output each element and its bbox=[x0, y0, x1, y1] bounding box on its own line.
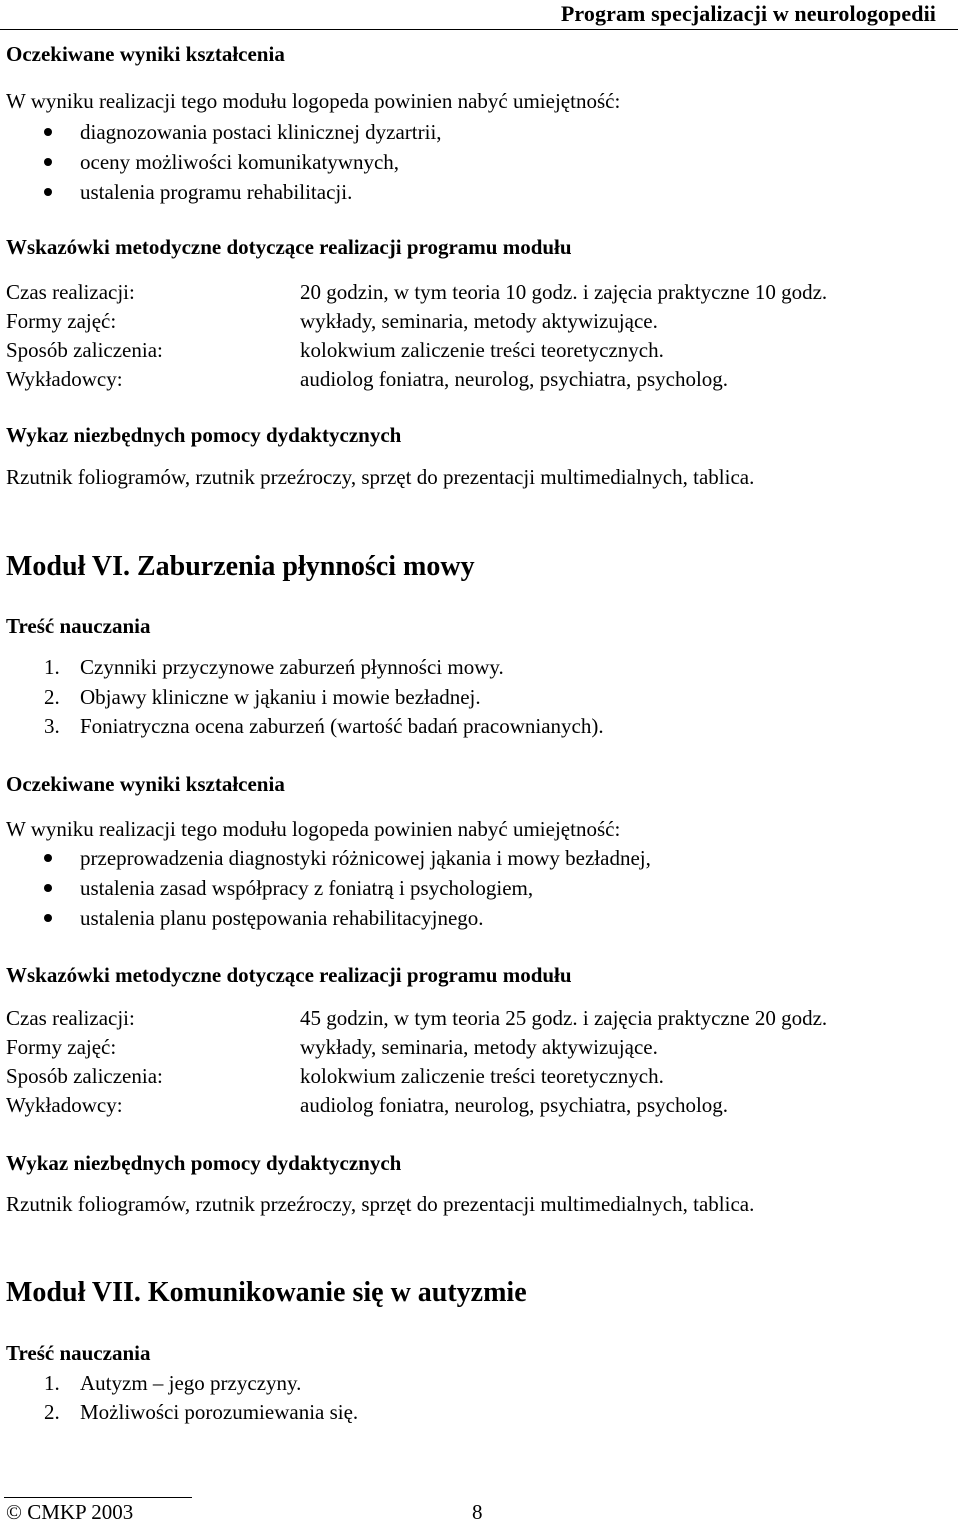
guideline-value: kolokwium zaliczenie treści teoretycznych. bbox=[300, 338, 664, 362]
bullet-icon bbox=[41, 875, 55, 889]
content-number: 3. bbox=[44, 714, 60, 738]
content-number: 2. bbox=[44, 685, 60, 709]
content-heading: Treść nauczania bbox=[6, 1341, 151, 1365]
aids-heading: Wykaz niezbędnych pomocy dydaktycznych bbox=[6, 1151, 402, 1175]
page-header bbox=[0, 0, 958, 30]
content-number: 2. bbox=[44, 1400, 60, 1424]
header-title: Program specjalizacji w neurologopedii bbox=[560, 1, 936, 26]
bullet-icon bbox=[41, 845, 55, 859]
guideline-value: wykłady, seminaria, metody aktywizujące. bbox=[300, 1035, 658, 1059]
outcome-item: oceny możliwości komunikatywnych, bbox=[80, 150, 400, 174]
content-item: Autyzm – jego przyczyny. bbox=[80, 1371, 302, 1395]
outcome-item: diagnozowania postaci klinicznej dyzartrii, bbox=[80, 120, 442, 144]
guideline-label: Wykładowcy: bbox=[6, 367, 123, 391]
bullet-icon bbox=[41, 179, 55, 193]
guideline-label: Wykładowcy: bbox=[6, 1093, 123, 1117]
footer-divider bbox=[4, 1497, 192, 1498]
guideline-value: audiolog foniatra, neurolog, psychiatra, psycholog. bbox=[300, 1093, 729, 1117]
guideline-label: Czas realizacji: bbox=[6, 1006, 135, 1030]
guideline-label: Sposób zaliczenia: bbox=[6, 1064, 163, 1088]
bullet-icon bbox=[41, 905, 55, 919]
footer-copyright: © CMKP 2003 bbox=[6, 1500, 134, 1524]
outcomes-heading: Oczekiwane wyniki kształcenia bbox=[6, 772, 285, 796]
guideline-label: Formy zajęć: bbox=[6, 309, 117, 333]
module-title: Moduł VI. Zaburzenia płynności mowy bbox=[6, 551, 475, 582]
content-item: Możliwości porozumiewania się. bbox=[80, 1400, 359, 1424]
guideline-label: Czas realizacji: bbox=[6, 280, 135, 304]
content-number: 1. bbox=[44, 655, 60, 679]
outcome-item: ustalenia planu postępowania rehabilitacyjnego. bbox=[80, 906, 484, 930]
guideline-value: 20 godzin, w tym teoria 10 godz. i zajęcia praktyczne 10 godz. bbox=[300, 280, 828, 304]
outcomes-intro: W wyniku realizacji tego modułu logopeda powinien nabyć umiejętność: bbox=[6, 89, 621, 113]
page-number: 8 bbox=[472, 1500, 483, 1524]
content-number: 1. bbox=[44, 1371, 60, 1395]
content-item: Czynniki przyczynowe zaburzeń płynności mowy. bbox=[80, 655, 504, 679]
bullet-icon bbox=[41, 119, 55, 133]
guideline-label: Formy zajęć: bbox=[6, 1035, 117, 1059]
content-item: Objawy kliniczne w jąkaniu i mowie bezładnej. bbox=[80, 685, 481, 709]
module-title: Moduł VII. Komunikowanie się w autyzmie bbox=[6, 1277, 527, 1308]
guideline-value: 45 godzin, w tym teoria 25 godz. i zajęcia praktyczne 20 godz. bbox=[300, 1006, 828, 1030]
guideline-value: kolokwium zaliczenie treści teoretycznych. bbox=[300, 1064, 664, 1088]
content-item: Foniatryczna ocena zaburzeń (wartość badań pracownianych). bbox=[80, 714, 604, 738]
outcomes-intro: W wyniku realizacji tego modułu logopeda powinien nabyć umiejętność: bbox=[6, 817, 621, 841]
guideline-label: Sposób zaliczenia: bbox=[6, 338, 163, 362]
outcome-item: ustalenia programu rehabilitacji. bbox=[80, 180, 353, 204]
guideline-value: audiolog foniatra, neurolog, psychiatra, psycholog. bbox=[300, 367, 729, 391]
guidelines-heading: Wskazówki metodyczne dotyczące realizacji programu modułu bbox=[6, 235, 572, 259]
guidelines-heading: Wskazówki metodyczne dotyczące realizacji programu modułu bbox=[6, 963, 572, 987]
guideline-value: wykłady, seminaria, metody aktywizujące. bbox=[300, 309, 658, 333]
aids-text: Rzutnik foliogramów, rzutnik przeźroczy, sprzęt do prezentacji multimedialnych, tablica. bbox=[6, 1192, 755, 1216]
outcomes-heading: Oczekiwane wyniki kształcenia bbox=[6, 42, 285, 66]
aids-heading: Wykaz niezbędnych pomocy dydaktycznych bbox=[6, 423, 402, 447]
outcome-item: przeprowadzenia diagnostyki różnicowej jąkania i mowy bezładnej, bbox=[80, 846, 651, 870]
bullet-icon bbox=[41, 149, 55, 163]
outcome-item: ustalenia zasad współpracy z foniatrą i psychologiem, bbox=[80, 876, 534, 900]
aids-text: Rzutnik foliogramów, rzutnik przeźroczy, sprzęt do prezentacji multimedialnych, tablica. bbox=[6, 465, 755, 489]
content-heading: Treść nauczania bbox=[6, 614, 151, 638]
